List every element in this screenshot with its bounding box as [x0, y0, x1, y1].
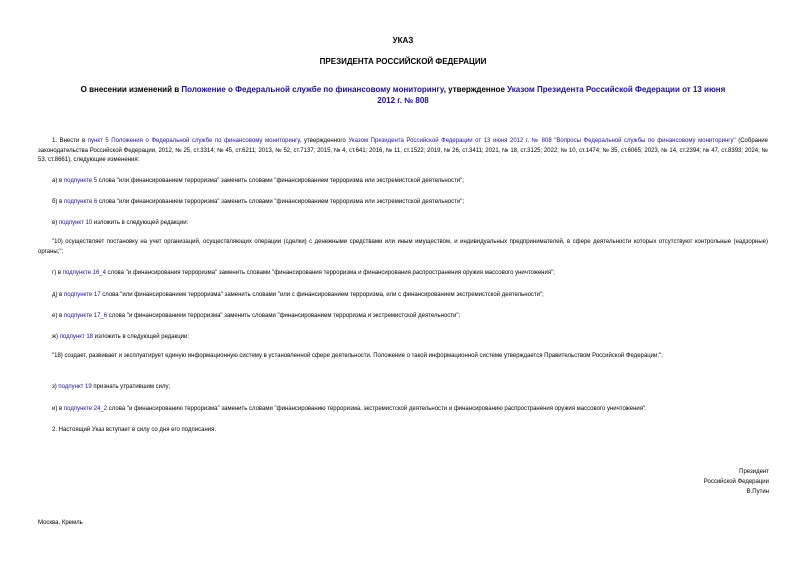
subpoint-v: в) подпункт 10 изложить в следующей редакции: — [52, 220, 189, 226]
signature-title: Президент — [739, 469, 769, 475]
link-subpoint-19[interactable]: подпункт 19 — [58, 384, 92, 390]
subpoint-a: а) в подпункте 5 слова "или финансированием терроризма" заменить словами "финансированием терроризма или экстремистской деятельности"; — [52, 178, 464, 184]
link-decree-808[interactable]: Указом Президента Российской Федерации от 13 июня 2012 г. № 808 — [377, 85, 726, 105]
signing-place: Москва, Кремль — [38, 520, 83, 526]
paragraph-1: 1. Внести в пункт 5 Положения о Федеральной службе по финансовому мониторингу, утвержденного Указом Президента Российской Федерации от 13 июня 2012 г. № 808 "Вопросы Федеральной службы по финансовому мониторингу" (Собрание законодательства Российской Федерации, 2012, № 25, ст.3314; № 45, ст.6211; 2013, № 52, ст.7137; 2015, № 4, ст.641; 2016, № 11, ст.1522; 2019, № 26, ст.3411; 2021, № 18, ст.3125; 2022, № 10, ст.1474; № 35, ст.6065; 2023, № 14, ст.2394; № 47, ст.8393; 2024, № 53, ст.8661), следующие изменения: — [38, 138, 768, 163]
link-subpoint-5[interactable]: подпункте 5 — [63, 178, 98, 184]
subpoint-b: б) в подпункте 6 слова "или финансированием терроризма" заменить словами "финансированием терроризма или экстремистской деятельности"; — [52, 199, 465, 205]
signature-country: Российской Федерации — [703, 479, 769, 485]
link-subpoint-6[interactable]: подпункте 6 — [63, 199, 98, 205]
decree-authority: ПРЕЗИДЕНТА РОССИЙСКОЙ ФЕДЕРАЦИИ — [319, 57, 487, 66]
link-subpoint-16-4[interactable]: подпункте 16_4 — [62, 270, 106, 276]
signature-block — [704, 467, 769, 497]
link-decree-808-full[interactable]: Указом Президента Российской Федерации от 13 июня 2012 г. № 808 "Вопросы Федеральной службы по финансовому мониторингу" — [348, 138, 736, 144]
link-regulation[interactable]: Положение о Федеральной службе по финансовому мониторингу — [181, 85, 444, 94]
new-subpoint-10: "10) осуществляет постановку на учет организаций, осуществляющих операции (сделки) с денежными средствами или иным имуществом, и индивидуальных предпринимателей, в сфере деятельности которых отсутствуют контрольные (надзорные) органы;"; — [38, 239, 768, 255]
subpoint-zh: ж) подпункт 18 изложить в следующей редакции: — [52, 334, 190, 340]
subpoint-e: е) в подпункте 17_6 слова "и финансированием терроризма" заменить словами "финансированием терроризма и экстремистской деятельности"; — [52, 313, 461, 319]
subpoint-d: д) в подпункте 17 слова "или финансированием терроризма" заменить словами "или с финансированием терроризма, или с финансированием экстремистской деятельности"; — [52, 292, 544, 298]
signature-name: В.Путин — [746, 489, 769, 495]
paragraph-2: 2. Настоящий Указ вступает в силу со дня его подписания. — [52, 427, 217, 433]
link-subpoint-10[interactable]: подпункт 10 — [58, 220, 93, 226]
link-subpoint-17[interactable]: подпункте 17 — [64, 292, 101, 298]
link-subpoint-24-2[interactable]: подпункте 24_2 — [63, 406, 108, 412]
subpoint-z: з) подпункт 19 признать утратившим силу; — [52, 384, 171, 390]
link-subpoint-17-6[interactable]: подпункте 17_6 — [63, 313, 108, 319]
decree-title: О внесении изменений в Положение о Федеральной службе по финансовому мониторингу, утвержденное Указом Президента Российской Федерации от 13 июня 2012 г. № 808 — [80, 85, 726, 105]
subpoint-i: и) в подпункте 24_2 слова "и финансированию терроризма" заменить словами "финансированию терроризма, экстремистской деятельности и финансированию распространения оружия массового уничтожения". — [52, 406, 647, 412]
new-subpoint-18: "18) создает, развивает и эксплуатирует единую информационную систему в установленной сфере деятельности. Положение о такой информационной системе утверждается Правительством Российской Федерации;"; — [52, 353, 663, 359]
subpoint-g: г) в подпункте 16_4 слова "и финансирования терроризма" заменить словами "финансирования терроризма и финансирования распространения оружия массового уничтожения"; — [52, 270, 555, 276]
link-point-5[interactable]: пункт 5 Положения о Федеральной службе по финансовому мониторингу — [87, 138, 300, 144]
decree-heading: УКАЗ — [392, 36, 414, 45]
link-subpoint-18[interactable]: подпункт 18 — [59, 334, 93, 340]
